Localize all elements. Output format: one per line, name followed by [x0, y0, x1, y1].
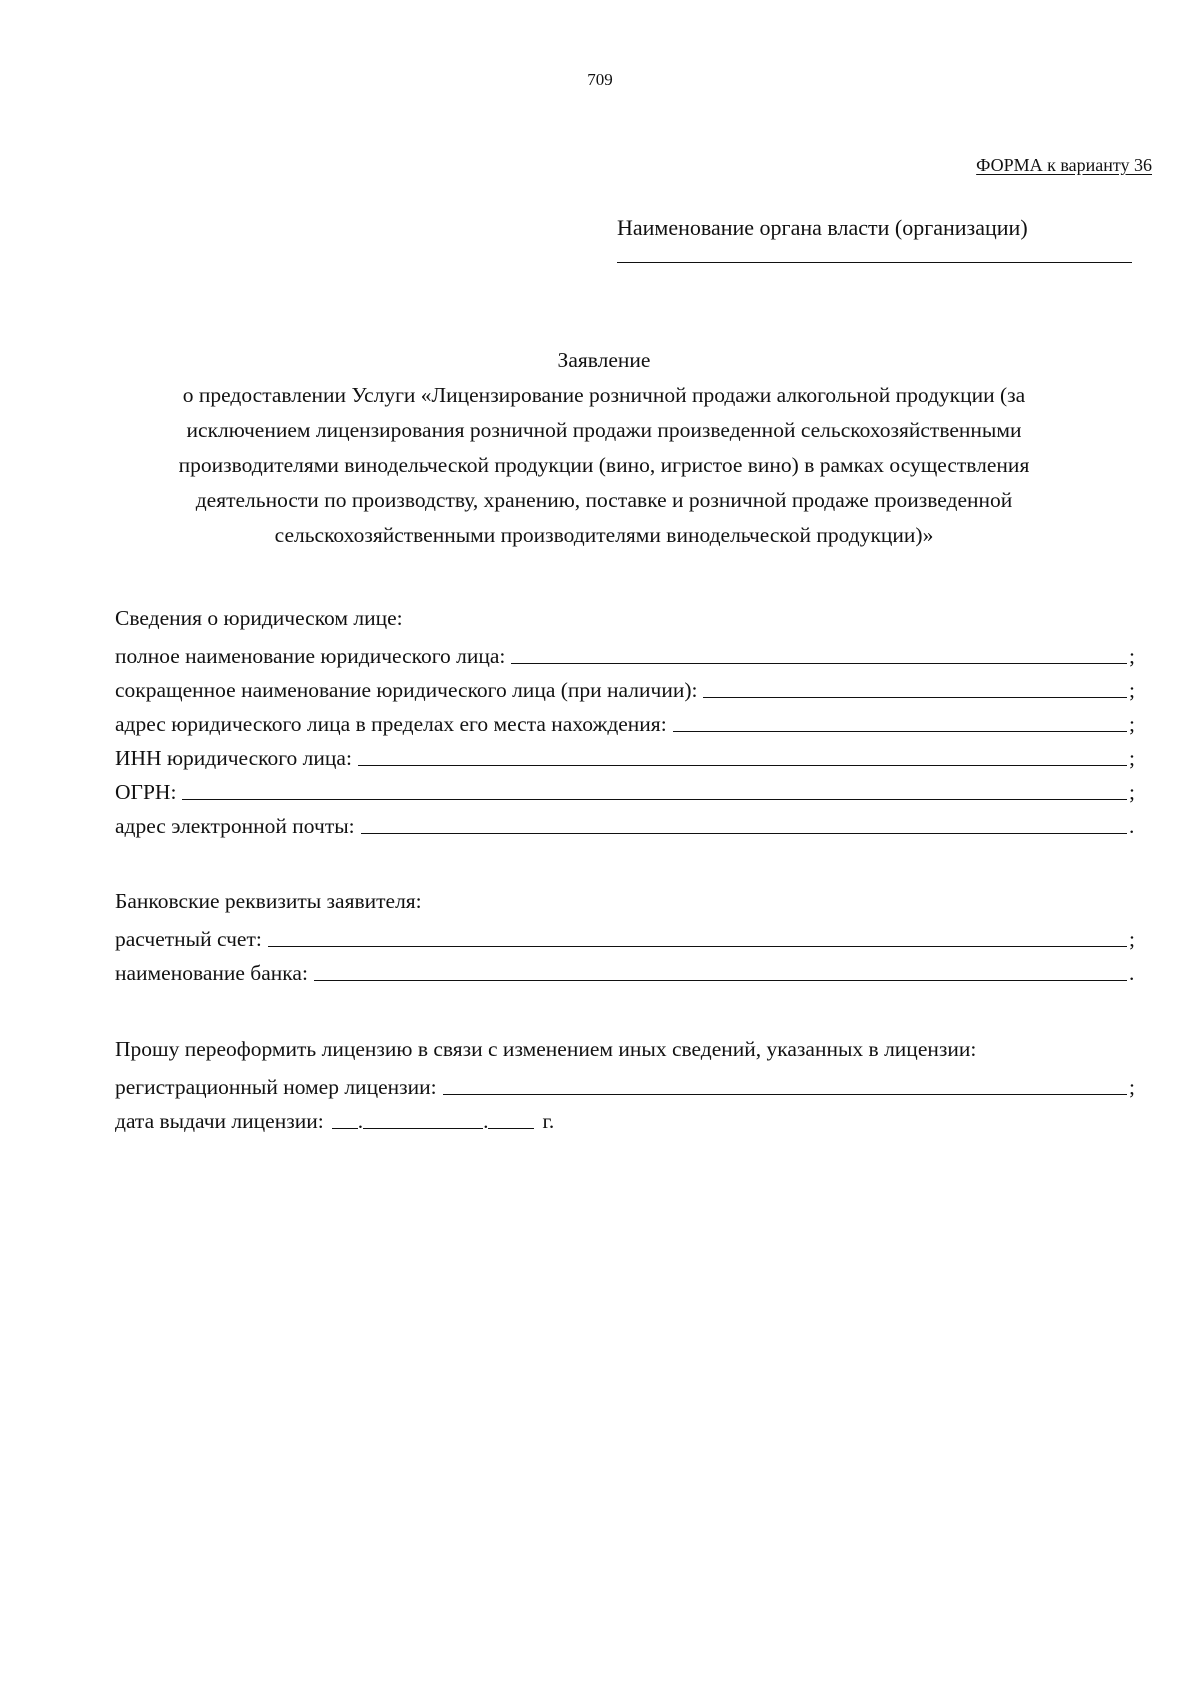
- field-end: ;: [1129, 1075, 1135, 1099]
- field-label: ИНН юридического лица:: [115, 746, 352, 770]
- title-line: о предоставлении Услуги «Лицензирование розничной продажи алкогольной продукции (за: [182, 383, 1026, 407]
- field-label: регистрационный номер лицензии:: [115, 1075, 437, 1099]
- inn-input[interactable]: [358, 743, 1127, 766]
- request-section: [115, 1031, 1135, 1135]
- email-input[interactable]: [361, 811, 1127, 834]
- month-input[interactable]: [363, 1106, 483, 1129]
- field-label: адрес юридического лица в пределах его места нахождения:: [115, 712, 667, 736]
- issue-date-row: [115, 1101, 1135, 1135]
- title-line: сельскохозяйственными производителями винодельческой продукции)»: [274, 523, 934, 547]
- field-label: ОГРН:: [115, 780, 177, 804]
- section-heading: Банковские реквизиты заявителя:: [115, 889, 422, 913]
- date-separator: .: [483, 1109, 489, 1133]
- field-label: адрес электронной почты:: [115, 814, 355, 838]
- short-name-input[interactable]: [703, 675, 1127, 698]
- account-input[interactable]: [268, 924, 1127, 947]
- field-end: ;: [1129, 927, 1135, 951]
- field-label: полное наименование юридического лица:: [115, 644, 506, 668]
- authority-label: Наименование органа власти (организации): [617, 215, 1028, 240]
- authority-block: [617, 212, 1132, 263]
- application-title: [120, 343, 1088, 553]
- field-label: сокращенное наименование юридического лица (при наличии):: [115, 678, 698, 702]
- field-row: [115, 1067, 1135, 1101]
- field-row: [115, 670, 1135, 704]
- title-line: деятельности по производству, хранению, поставке и розничной продаже произведенной: [195, 488, 1013, 512]
- day-input[interactable]: [332, 1106, 358, 1129]
- field-row: [115, 953, 1135, 987]
- field-label: дата выдачи лицензии:: [115, 1109, 324, 1133]
- field-row: [115, 919, 1135, 953]
- year-input[interactable]: [488, 1106, 534, 1129]
- ogrn-input[interactable]: [182, 777, 1127, 800]
- date-separator: .: [357, 1109, 364, 1133]
- field-end: .: [1129, 961, 1135, 985]
- full-name-input[interactable]: [511, 641, 1127, 664]
- legal-entity-section: [115, 600, 1135, 840]
- field-label: расчетный счет:: [115, 927, 262, 951]
- field-label: наименование банка:: [115, 961, 308, 985]
- field-end: .: [1129, 814, 1135, 838]
- address-input[interactable]: [673, 709, 1127, 732]
- field-end: ;: [1129, 644, 1135, 668]
- form-reference: ФОРМА к варианту 36: [976, 155, 1152, 175]
- title-line: исключением лицензирования розничной продажи произведенной сельскохозяйственными: [186, 418, 1022, 442]
- authority-blank-line[interactable]: [617, 262, 1132, 263]
- field-row: [115, 704, 1135, 738]
- section-heading: Сведения о юридическом лице:: [115, 606, 403, 630]
- section-heading: Прошу переоформить лицензию в связи с изменением иных сведений, указанных в лицензии:: [115, 1037, 977, 1061]
- year-suffix: г.: [542, 1109, 555, 1133]
- license-number-input[interactable]: [443, 1072, 1127, 1095]
- field-row: [115, 738, 1135, 772]
- bank-name-input[interactable]: [314, 958, 1127, 981]
- field-row: [115, 806, 1135, 840]
- field-end: ;: [1129, 780, 1135, 804]
- title-heading: Заявление: [557, 348, 651, 372]
- field-end: ;: [1129, 746, 1135, 770]
- field-row: [115, 772, 1135, 806]
- page-number: 709: [587, 70, 613, 89]
- bank-section: [115, 883, 1135, 987]
- title-line: производителями винодельческой продукции (вино, игристое вино) в рамках осуществления: [178, 453, 1030, 477]
- field-end: ;: [1129, 712, 1135, 736]
- field-end: ;: [1129, 678, 1135, 702]
- field-row: [115, 636, 1135, 670]
